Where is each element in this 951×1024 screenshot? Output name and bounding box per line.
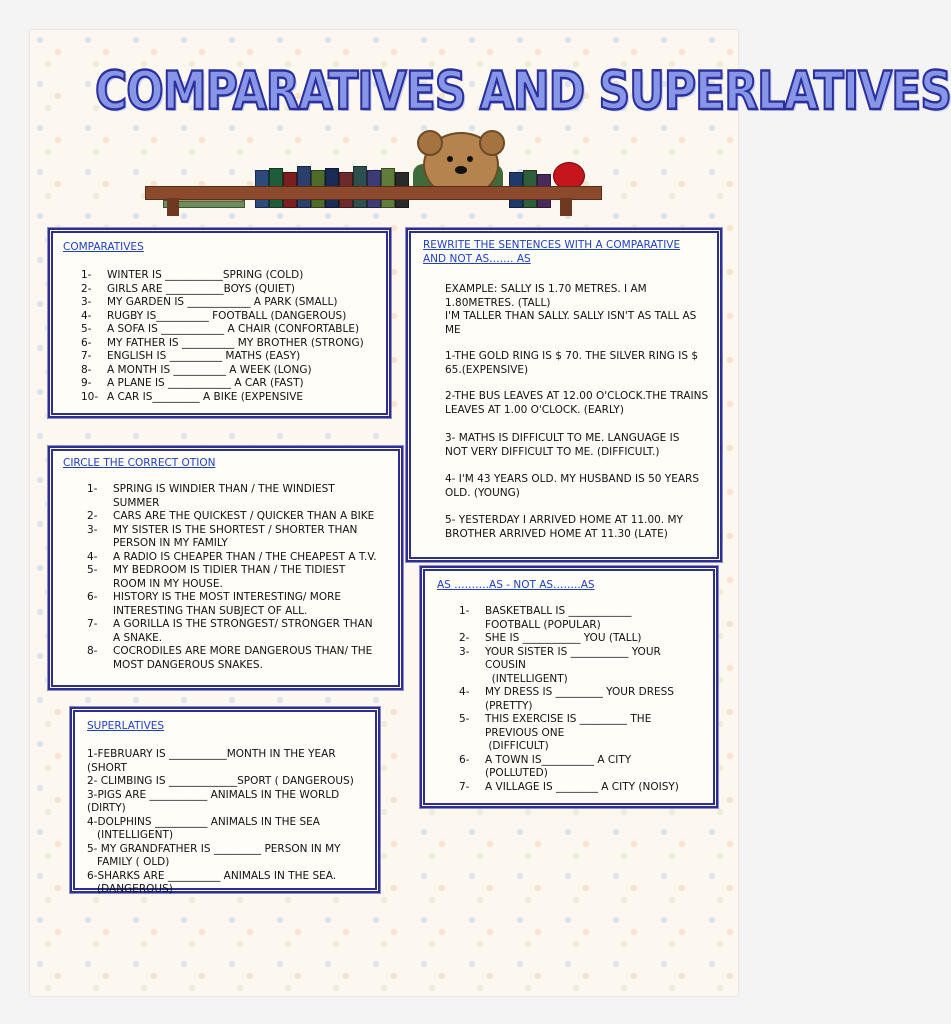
comparatives-box (48, 228, 391, 418)
item-text: COCRODILES ARE MORE DANGEROUS THAN/ THE (113, 645, 373, 657)
item-number: 2- (81, 282, 92, 295)
item-number: 8- (81, 363, 92, 376)
list-item-continuation: A SNAKE. (113, 631, 163, 644)
example-line: EXAMPLE: SALLY IS 1.70 METRES. I AM (445, 283, 647, 295)
rewrite-item-line: 1-THE GOLD RING IS $ 70. THE SILVER RING IS $ (445, 350, 699, 362)
list-item (81, 391, 303, 405)
list-item (81, 310, 346, 324)
list-item-continuation: PERSON IN MY FAMILY (113, 537, 228, 549)
list-item (87, 645, 372, 659)
list-item (87, 618, 373, 632)
rewrite-item-line: 3- MATHS IS DIFFICULT TO ME. LANGUAGE IS (445, 432, 680, 444)
item-text: BASKETBALL IS ____________ (485, 605, 632, 617)
item-number: 4- (81, 309, 92, 322)
item-text: A CAR IS_________ A BIKE (EXPENSIVE (107, 390, 304, 403)
item-number: 7- (87, 618, 98, 630)
list-item (81, 283, 295, 297)
list-item (87, 591, 341, 605)
rewrite-item-line: 5- YESTERDAY I ARRIVED HOME AT 11.00. MY (445, 514, 683, 526)
item-number: 5- (81, 323, 92, 335)
comparatives-heading: COMPARATIVES (63, 241, 144, 253)
superlative-line: (DIRTY) (87, 802, 126, 814)
item-number: 7- (81, 350, 92, 362)
item-text: A TOWN IS__________ A CITY (485, 753, 632, 766)
list-item-continuation: INTERESTING THAN SUBJECT OF ALL. (113, 604, 308, 617)
rewrite-box (406, 228, 722, 562)
item-text: SHE IS ___________ YOU (TALL) (485, 632, 642, 644)
bear-eye (467, 156, 473, 162)
superlative-line: (SHORT (87, 761, 127, 774)
item-number: 3- (81, 296, 92, 308)
list-item (81, 296, 337, 310)
bear-nose (455, 166, 467, 174)
list-item (81, 337, 364, 351)
item-text: MY DRESS IS _________ YOUR DRESS (485, 686, 674, 698)
rewrite-item-line: NOT VERY DIFFICULT TO ME. (DIFFICULT.) (445, 445, 660, 458)
item-text: ENGLISH IS __________ MATHS (EASY) (107, 350, 301, 362)
list-item-continuation: (POLLUTED) (485, 767, 548, 779)
shelf-board (145, 186, 602, 200)
superlatives-heading: SUPERLATIVES (87, 720, 165, 732)
list-item-continuation: COUSIN (485, 659, 526, 671)
list-item-continuation: ROOM IN MY HOUSE. (113, 577, 223, 590)
item-number: 3- (459, 645, 470, 658)
superlative-line: 6-SHARKS ARE __________ ANIMALS IN THE SEA. (87, 869, 337, 882)
list-item (81, 269, 303, 283)
bear-ear (417, 130, 443, 156)
rewrite-item-line: 65.(EXPENSIVE) (445, 363, 529, 376)
superlative-line: (DANGEROUS) (87, 883, 173, 895)
superlative-line: 2- CLIMBING IS _____________SPORT ( DANGEROUS) (87, 775, 354, 787)
item-number: 1- (81, 269, 92, 281)
item-text: MY BEDROOM IS TIDIER THAN / THE TIDIEST (113, 564, 346, 576)
item-text: A SOFA IS ____________ A CHAIR (CONFORTABLE) (107, 323, 360, 335)
list-item (87, 524, 357, 538)
superlative-line: 5- MY GRANDFATHER IS _________ PERSON IN MY (87, 842, 341, 855)
superlative-line: 4-DOLPHINS __________ ANIMALS IN THE SEA (87, 815, 320, 828)
shelf-leg (167, 198, 179, 216)
item-text: A VILLAGE IS ________ A CITY (NOISY) (485, 780, 679, 793)
rewrite-item-line: BROTHER ARRIVED HOME AT 11.30 (LATE) (445, 527, 668, 540)
list-item-continuation: (INTELLIGENT) (485, 672, 568, 685)
superlative-line: 1-FEBRUARY IS ___________MONTH IN THE YEAR (87, 748, 336, 760)
list-item (459, 754, 631, 768)
item-number: 2- (87, 510, 98, 522)
list-item (81, 323, 359, 337)
item-number: 8- (87, 645, 98, 657)
rewrite-item-line: LEAVES AT 1.00 O'CLOCK. (EARLY) (445, 403, 624, 416)
bookshelf-illustration (145, 128, 600, 220)
as-as-box (420, 566, 718, 808)
list-item (459, 686, 674, 700)
rewrite-heading-line-1: REWRITE THE SENTENCES WITH A COMPARATIVE (423, 239, 681, 251)
as-as-heading: AS ……….AS - NOT AS……..AS (437, 579, 595, 591)
list-item-continuation: (PRETTY) (485, 699, 533, 712)
item-text: RUGBY IS__________ FOOTBALL (DANGEROUS) (107, 309, 347, 322)
bear-ear (479, 130, 505, 156)
item-text: THIS EXERCISE IS _________ THE (485, 713, 652, 725)
list-item-continuation: (DIFFICULT) (485, 740, 549, 752)
superlative-line: 3-PIGS ARE ___________ ANIMALS IN THE WORLD (87, 788, 340, 801)
list-item (87, 483, 335, 497)
item-number: 6- (459, 753, 470, 766)
example-line: ME (445, 323, 461, 336)
rewrite-heading-line-2: AND NOT AS……. AS (423, 253, 531, 265)
item-text: CARS ARE THE QUICKEST / QUICKER THAN A BIKE (113, 510, 375, 522)
rewrite-item-line: OLD. (YOUNG) (445, 486, 520, 499)
item-text: WINTER IS ___________SPRING (COLD) (107, 269, 304, 281)
item-number: 9- (81, 377, 92, 389)
item-text: MY GARDEN IS ____________ A PARK (SMALL) (107, 296, 338, 308)
list-item-continuation: FOOTBALL (POPULAR) (485, 618, 601, 631)
list-item (81, 364, 312, 378)
item-number: 1- (459, 605, 470, 617)
worksheet-title: COMPARATIVES AND SUPERLATIVES (95, 60, 951, 122)
bear-eye (447, 156, 453, 162)
item-number: 5- (459, 713, 470, 725)
list-item (459, 605, 632, 619)
item-number: 1- (87, 483, 98, 495)
list-item-continuation: MOST DANGEROUS SNAKES. (113, 658, 263, 671)
item-text: MY FATHER IS __________ MY BROTHER (STRONG) (107, 336, 364, 349)
superlatives-box (70, 707, 380, 893)
shelf-leg (560, 198, 572, 216)
item-text: GIRLS ARE ___________BOYS (QUIET) (107, 282, 295, 295)
list-item (87, 510, 374, 524)
rewrite-item-line: 4- I'M 43 YEARS OLD. MY HUSBAND IS 50 YEARS (445, 473, 699, 485)
list-item-continuation: SUMMER (113, 496, 160, 509)
item-number: 5- (87, 564, 98, 576)
list-item (459, 632, 642, 646)
item-text: A MONTH IS __________ A WEEK (LONG) (107, 363, 312, 376)
item-text: HISTORY IS THE MOST INTERESTING/ MORE (113, 591, 342, 603)
item-number: 4- (459, 686, 470, 698)
superlative-line: (INTELLIGENT) (87, 829, 174, 841)
item-number: 2- (459, 632, 470, 644)
item-number: 4- (87, 550, 98, 563)
list-item (81, 377, 304, 391)
item-number: 7- (459, 780, 470, 793)
item-number: 6- (87, 591, 98, 603)
item-text: MY SISTER IS THE SHORTEST / SHORTER THAN (113, 523, 358, 536)
circle-heading: CIRCLE THE CORRECT OTION (63, 457, 216, 469)
example-line: 1.80METRES. (TALL) (445, 296, 551, 309)
item-number: 3- (87, 523, 98, 536)
list-item (87, 564, 345, 578)
item-number: 6- (81, 336, 92, 349)
circle-option-box (48, 446, 403, 690)
example-line: I'M TALLER THAN SALLY. SALLY ISN'T AS TALL AS (445, 310, 697, 322)
list-item (81, 350, 300, 364)
item-text: SPRING IS WINDIER THAN / THE WINDIEST (113, 483, 335, 495)
superlative-line: FAMILY ( OLD) (87, 856, 170, 868)
list-item (459, 646, 661, 660)
list-item-continuation: PREVIOUS ONE (485, 726, 565, 739)
list-item (459, 781, 679, 795)
rewrite-item-line: 2-THE BUS LEAVES AT 12.00 O'CLOCK.THE TRAINS (445, 390, 709, 402)
item-text: YOUR SISTER IS ___________ YOUR (485, 645, 661, 658)
list-item (459, 713, 651, 727)
item-number: 10- (81, 390, 99, 403)
item-text: A RADIO IS CHEAPER THAN / THE CHEAPEST A T.V. (113, 550, 377, 563)
item-text: A PLANE IS ____________ A CAR (FAST) (107, 377, 304, 389)
item-text: A GORILLA IS THE STRONGEST/ STRONGER THAN (113, 618, 373, 630)
list-item (87, 551, 377, 565)
